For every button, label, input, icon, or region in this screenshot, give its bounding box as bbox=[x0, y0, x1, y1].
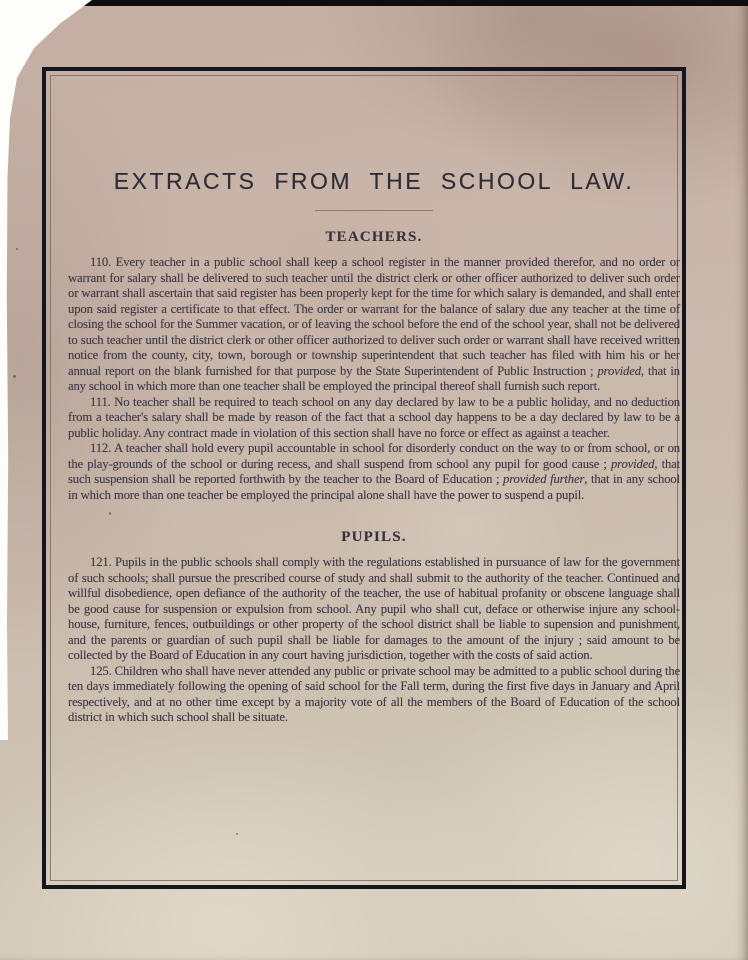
text-run: 111. No teacher shall be required to teach school on any day declared by law to be a public holiday, and no deduction from a teacher's salary shall be made by reason of the fact that a school day happens to be a day declared by law to be a public holiday. Any contract made in violation of this section shall have no force or effect as against a teacher. bbox=[68, 394, 680, 440]
text-run: 121. Pupils in the public schools shall comply with the regulations established in pursuance of law for the government of such schools; shall pursue the prescribed course of study and shall submit to the authority of the teacher. Continued and willful disobedience, open defiance of the authority of the teacher, the use of habitual profanity or obscene language shall be good cause for suspension or expulsion from school. Any pupil who shall cut, deface or otherwise injure any school-house, furniture, fences, outbuildings or other property of the school district shall be liable to supension and punishment, and the parents or guardian of such pupil shall be liable for damages to the amount of the injury ; said amount to be collected by the Board of Education in any court having jurisdiction, together with the costs of said action. bbox=[68, 555, 680, 662]
dust-speck bbox=[109, 512, 111, 515]
document-section bbox=[68, 229, 680, 503]
law-paragraph bbox=[68, 664, 680, 726]
dust-speck bbox=[13, 375, 16, 378]
text-run: 110. Every teacher in a public school shall keep a school register in the manner provided therefor, and no order or warrant for salary shall be delivered to such teacher until the district clerk or other officer authorized to deliver such order or warrant shall ascertain that said register has been properly kept for the time for which salary is demanded, and shall enter upon said register a certificate to that effect. The order or warrant for the balance of salary due any teacher at the time of closing the school for the Summer vacation, or of leaving the school before the end of the school year, shall not be delivered to such teacher until the district clerk or other officer authorized to deliver such order or warrant shall have received written notice from the county, city, town, borough or township superintendent that such teacher has filed with him his or her annual report on the blank furnished for that purpose by the State Superintendent of Public Instruction ; bbox=[68, 255, 680, 378]
law-paragraph bbox=[68, 255, 680, 395]
document-section bbox=[68, 529, 680, 726]
dust-speck bbox=[16, 248, 18, 250]
italic-text-run: provided bbox=[610, 456, 655, 471]
text-run: , that in any school in which more than one teacher shall be employed the principal thereof shall furnish such report. bbox=[68, 363, 681, 393]
scan-top-edge bbox=[0, 0, 748, 6]
section-heading: PUPILS. bbox=[341, 529, 407, 545]
document-sections bbox=[68, 229, 680, 726]
dust-speck bbox=[236, 833, 238, 835]
italic-text-run: provided bbox=[597, 363, 641, 378]
text-run: , that in any school in which more than one teacher be employed the principal alone shall have the power to suspend a pupil. bbox=[68, 472, 680, 502]
text-run: 125. Children who shall have never attended any public or private school may be admitted to a public school during the ten days immediately following the opening of said school for the Fall term, during the first five days in January and April respectively, and at no other time except by a majority vote of all the members of the Board of Education of the school district in which such school shall be situate. bbox=[68, 663, 680, 724]
page-content bbox=[68, 168, 680, 726]
law-paragraph bbox=[68, 441, 680, 503]
text-run: 112. A teacher shall hold every pupil accountable in school for disorderly conduct on the way to or from school, or on the play-grounds of the school or during recess, and shall suspend from school any pupil for good cause ; bbox=[68, 441, 680, 471]
law-paragraph bbox=[68, 395, 680, 442]
law-paragraph bbox=[68, 555, 680, 664]
page-title: EXTRACTS FROM THE SCHOOL LAW. bbox=[113, 168, 635, 194]
section-heading: TEACHERS. bbox=[325, 229, 423, 245]
italic-text-run: provided further bbox=[503, 472, 585, 486]
title-divider-rule bbox=[315, 210, 433, 211]
dust-speck bbox=[596, 186, 599, 188]
text-run: , that such suspension shall be reported forthwith by the teacher to the Board of Education ; bbox=[68, 456, 680, 486]
